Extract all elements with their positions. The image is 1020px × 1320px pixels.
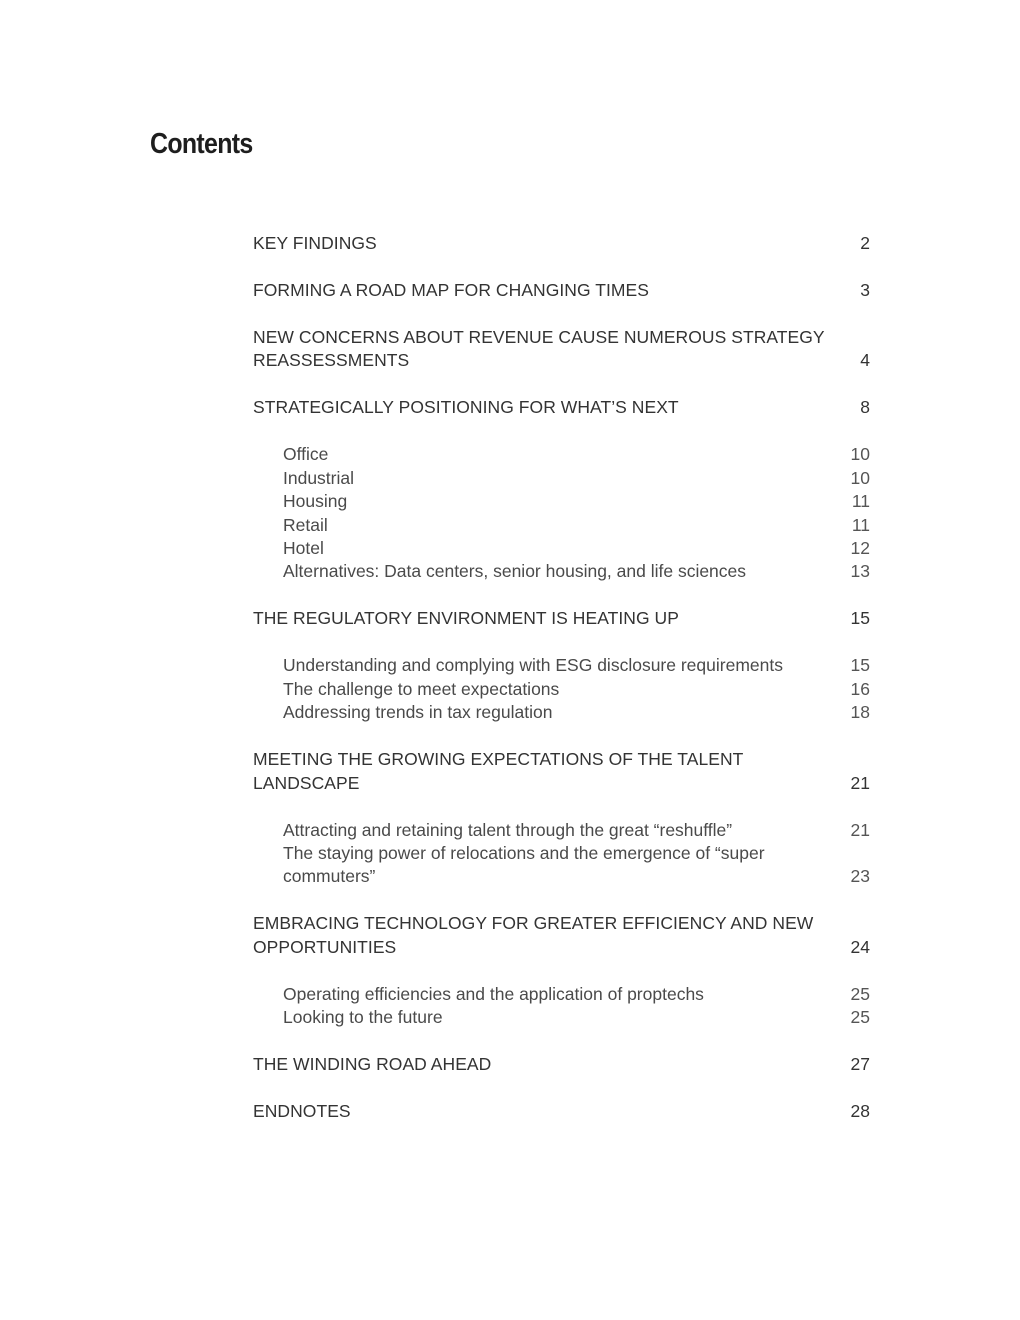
toc-subentry-page: 25 [850, 1007, 870, 1028]
toc-subentry-label: Housing [283, 491, 348, 512]
toc-entry-positioning[interactable] [253, 396, 870, 419]
toc-subentry-label: Alternatives: Data centers, senior housing, and life sciences [283, 561, 747, 582]
toc-subentry-page: 16 [850, 678, 870, 699]
toc-subentry-label: Industrial [283, 467, 355, 488]
page-title: Contents [150, 128, 253, 160]
toc-entry-revenue-concerns[interactable] [253, 326, 870, 373]
toc-entry-label: EMBRACING TECHNOLOGY FOR GREATER EFFICIENCY AND NEW OPPORTUNITIES [253, 913, 814, 957]
toc-entry-label: STRATEGICALLY POSITIONING FOR WHAT’S NEXT [253, 397, 679, 418]
toc-entry-page: 4 [860, 350, 870, 371]
toc-entry-page: 27 [850, 1054, 870, 1075]
toc-subsection-group [253, 654, 870, 724]
toc-subentry-reshuffle[interactable] [253, 819, 870, 842]
toc-entry-label: FORMING A ROAD MAP FOR CHANGING TIMES [253, 280, 649, 300]
toc-entry-page: 3 [860, 280, 870, 300]
toc-subentry-label: Addressing trends in tax regulation [283, 702, 553, 723]
toc-entry-page: 21 [850, 772, 870, 793]
toc-subentry-label: The challenge to meet expectations [283, 678, 560, 699]
toc-subentry-page: 23 [850, 866, 870, 887]
toc-entry-talent[interactable] [253, 748, 870, 795]
toc-entry-page: 8 [860, 397, 870, 418]
toc-subentry-page: 11 [851, 514, 870, 535]
toc-entry-page: 15 [850, 608, 870, 629]
toc-entry-page: 28 [850, 1101, 870, 1122]
toc-subentry-page: 21 [850, 819, 870, 840]
toc-entry-key-findings[interactable] [253, 232, 870, 255]
toc-subentry-page: 18 [850, 702, 870, 723]
toc-entry-page: 2 [860, 233, 870, 253]
toc-subsection-group [253, 443, 870, 583]
toc-entry-road-map[interactable] [253, 279, 870, 302]
toc-subentry-retail[interactable] [253, 514, 870, 537]
toc-entry-label: NEW CONCERNS ABOUT REVENUE CAUSE NUMEROUS STRATEGY REASSESSMENTS [253, 327, 825, 371]
toc-subentry-page: 10 [850, 467, 870, 488]
toc-entry-winding-road[interactable] [253, 1053, 870, 1076]
toc-subentry-label: Understanding and complying with ESG disclosure requirements [283, 655, 783, 676]
toc-subentry-alternatives[interactable] [253, 560, 870, 583]
toc-entry-regulatory[interactable] [253, 607, 870, 630]
toc-subentry-label: Looking to the future [283, 1007, 443, 1028]
toc-entry-label: THE WINDING ROAD AHEAD [253, 1054, 492, 1075]
toc-subentry-label: The staying power of relocations and the emergence of “super commuters” [283, 843, 765, 887]
toc-entry-label: ENDNOTES [253, 1101, 351, 1122]
toc-entry-label: KEY FINDINGS [253, 233, 377, 253]
toc-entry-endnotes[interactable] [253, 1100, 870, 1123]
toc-subentry-page: 10 [850, 444, 870, 465]
toc-subentry-future[interactable] [253, 1006, 870, 1029]
toc-subentry-proptechs[interactable] [253, 983, 870, 1006]
toc-subentry-page: 12 [850, 538, 870, 559]
toc-subentry-expectations[interactable] [253, 678, 870, 701]
toc-subsection-group [253, 983, 870, 1030]
toc-subentry-housing[interactable] [253, 490, 870, 513]
toc-subentry-label: Attracting and retaining talent through the great “reshuffle” [283, 819, 733, 840]
toc-entry-label: MEETING THE GROWING EXPECTATIONS OF THE TALENT LANDSCAPE [253, 749, 744, 793]
toc-entry-page: 24 [850, 936, 870, 957]
toc-subentry-label: Office [283, 444, 329, 465]
toc-subentry-office[interactable] [253, 443, 870, 466]
table-of-contents [253, 232, 870, 1147]
toc-subentry-page: 15 [850, 655, 870, 676]
toc-entry-technology[interactable] [253, 912, 870, 959]
toc-subentry-tax[interactable] [253, 701, 870, 724]
toc-subentry-label: Operating efficiencies and the application of proptechs [283, 983, 704, 1004]
toc-subentry-industrial[interactable] [253, 467, 870, 490]
toc-subentry-page: 25 [850, 983, 870, 1004]
toc-subentry-relocations[interactable] [253, 842, 870, 889]
toc-subentry-label: Retail [283, 514, 328, 535]
toc-subentry-esg[interactable] [253, 654, 870, 677]
toc-subentry-page: 13 [850, 561, 870, 582]
toc-subentry-hotel[interactable] [253, 537, 870, 560]
toc-entry-label: THE REGULATORY ENVIRONMENT IS HEATING UP [253, 608, 679, 629]
toc-subentry-page: 11 [851, 491, 870, 512]
toc-subentry-label: Hotel [283, 538, 324, 559]
toc-subsection-group [253, 819, 870, 889]
